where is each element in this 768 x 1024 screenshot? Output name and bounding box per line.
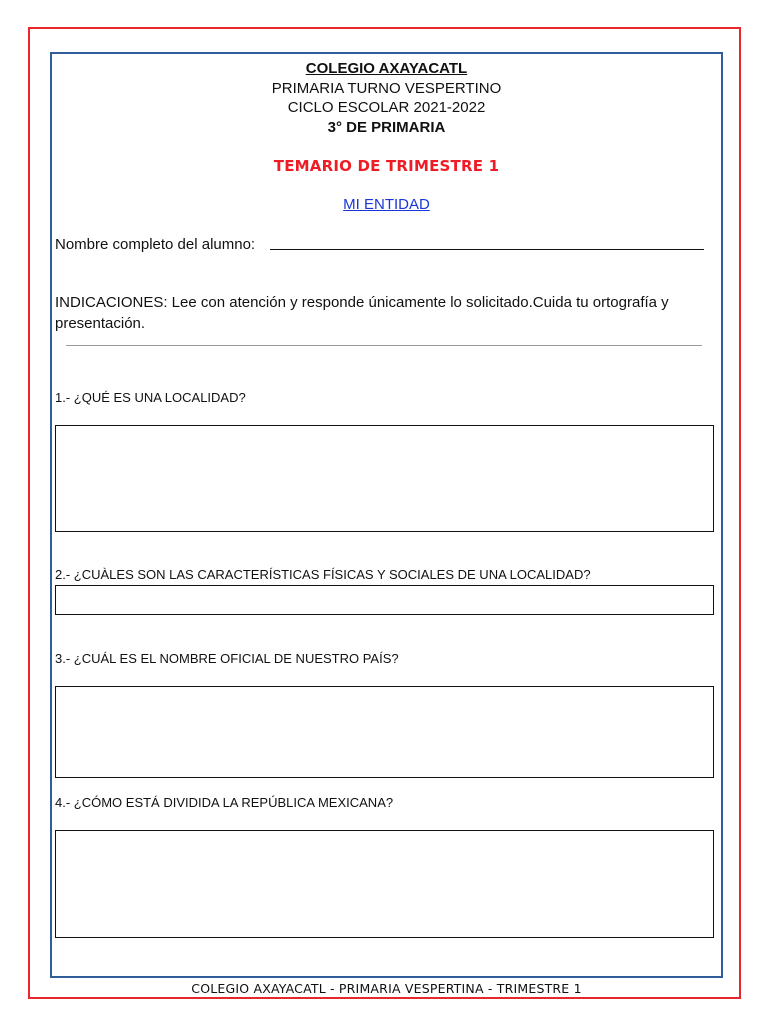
page-footer: COLEGIO AXAYACATL - PRIMARIA VESPERTINA - TRIMESTRE 1	[191, 981, 582, 996]
answer-box-2[interactable]	[55, 585, 714, 615]
question-1: 1.- ¿QUÉ ES UNA LOCALIDAD?	[55, 390, 246, 405]
separator-line	[66, 345, 702, 346]
question-3: 3.- ¿CUÁL ES EL NOMBRE OFICIAL DE NUESTRO PAÍS?	[55, 651, 399, 666]
question-4: 4.- ¿CÓMO ESTÁ DIVIDIDA LA REPÚBLICA MEXICANA?	[55, 795, 394, 810]
answer-box-4[interactable]	[55, 830, 714, 938]
student-name-label: Nombre completo del alumno:	[55, 236, 256, 253]
answer-box-1[interactable]	[55, 425, 714, 532]
student-name-line[interactable]	[270, 249, 704, 250]
instructions-text: INDICACIONES: Lee con atención y responde únicamente lo solicitado.Cuida tu ortografía y presentación.	[55, 294, 669, 332]
school-name: COLEGIO AXAYACATL	[305, 60, 468, 77]
question-2: 2.- ¿CUÀLES SON LAS CARACTERÍSTICAS FÍSICAS Y SOCIALES DE UNA LOCALIDAD?	[55, 567, 591, 582]
subject-link[interactable]: MI ENTIDAD	[343, 196, 430, 213]
school-cycle: CICLO ESCOLAR 2021-2022	[287, 99, 486, 116]
document-title: TEMARIO DE TRIMESTRE 1	[273, 157, 500, 175]
grade-label: 3° DE PRIMARIA	[327, 119, 446, 136]
answer-box-3[interactable]	[55, 686, 714, 778]
school-section: PRIMARIA TURNO VESPERTINO	[271, 80, 502, 97]
